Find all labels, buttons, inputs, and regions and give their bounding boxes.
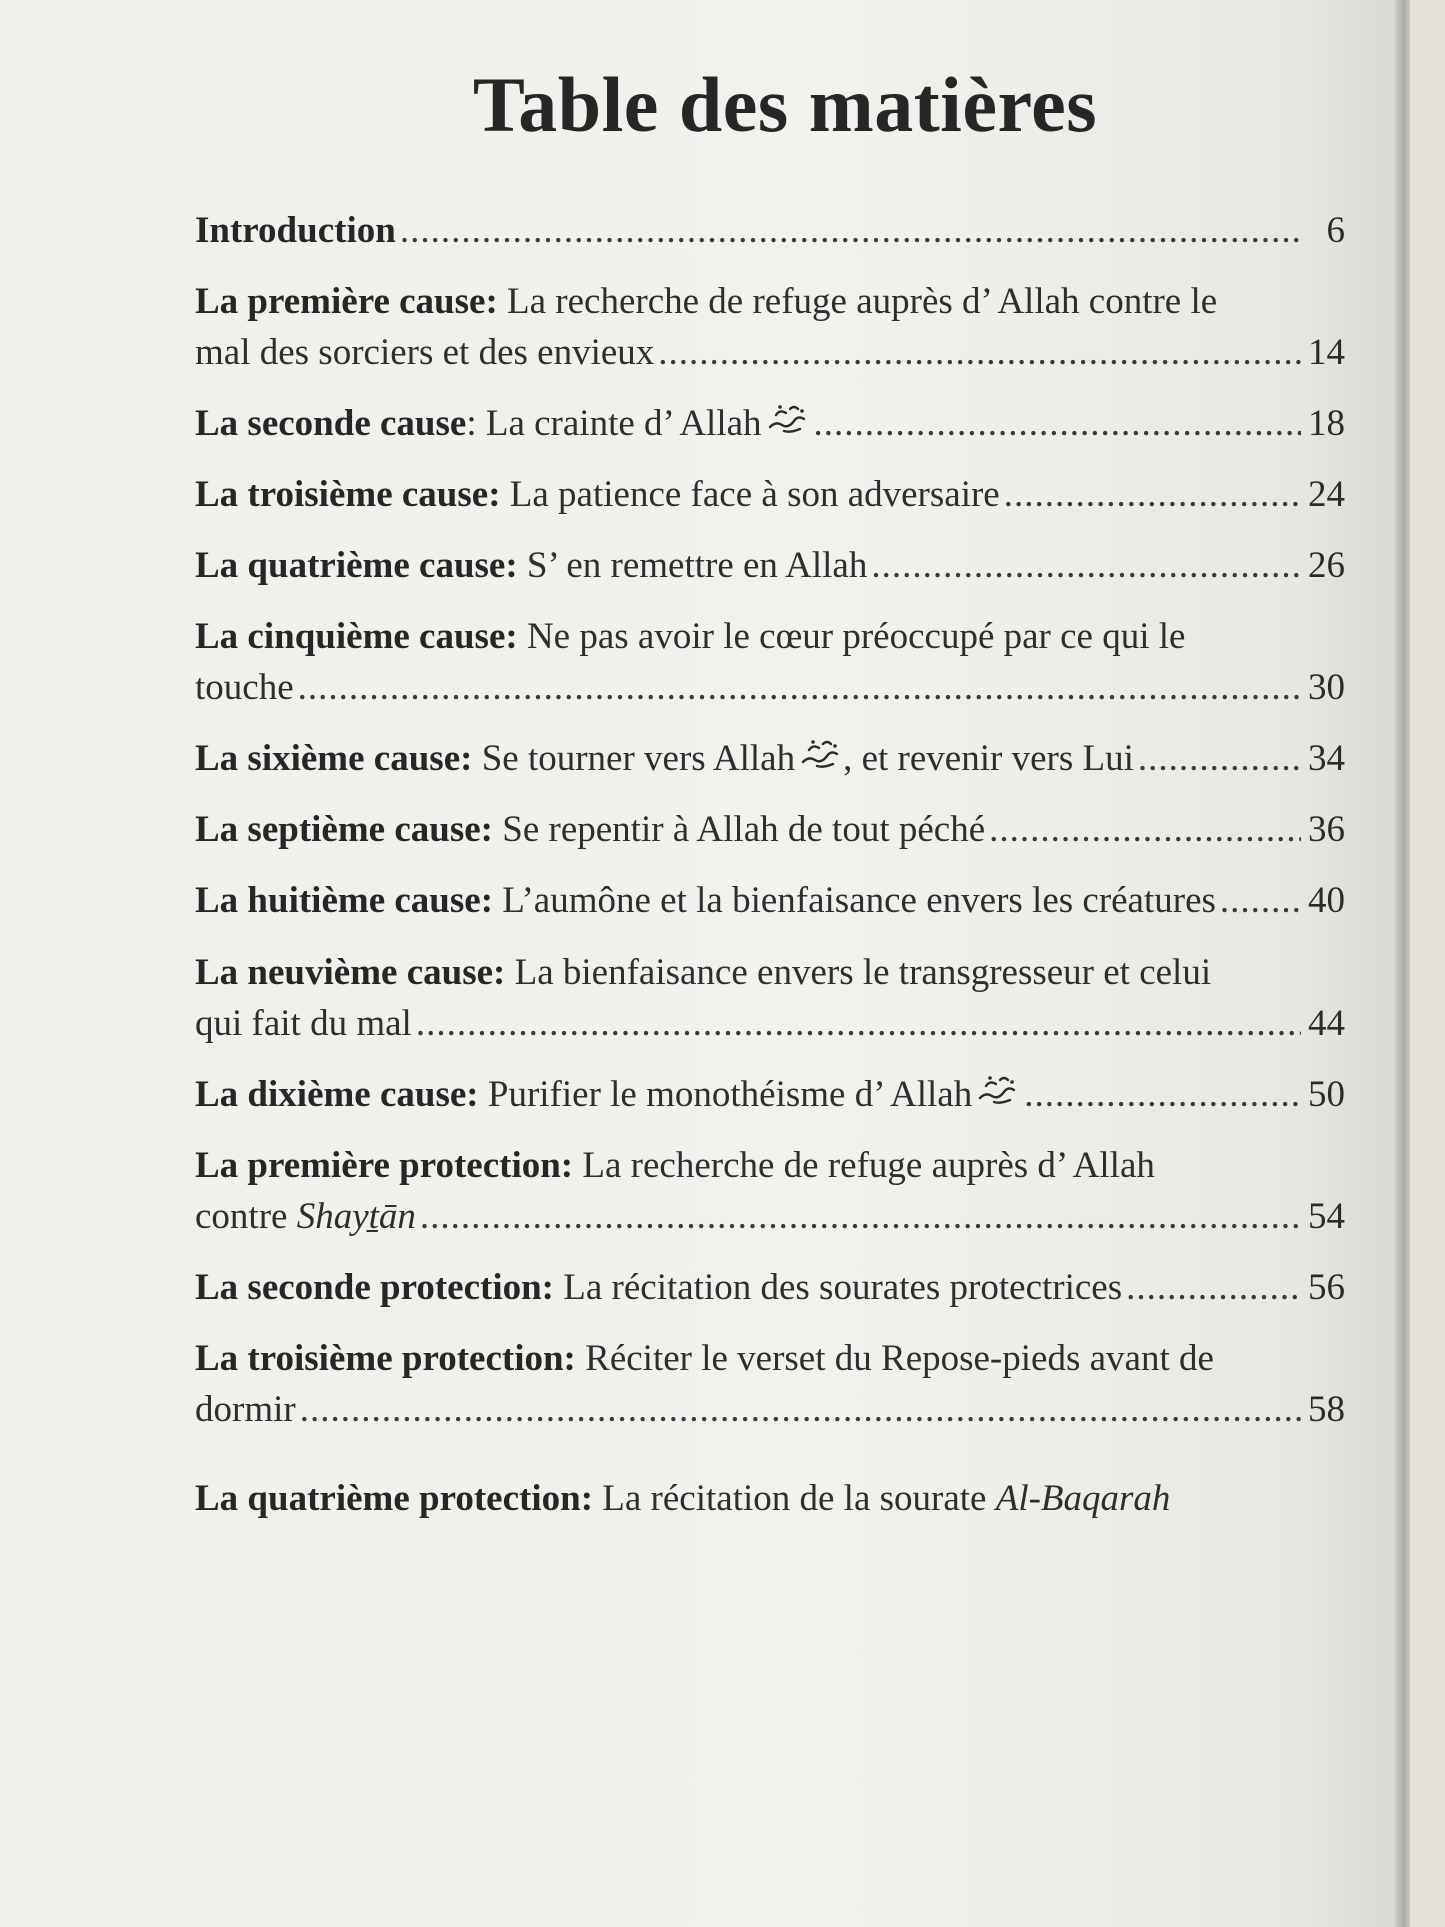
toc-entry-label: La cinquième cause: — [195, 616, 518, 658]
toc-page-number: 30 — [1308, 667, 1345, 709]
dot-leader — [1024, 1069, 1301, 1120]
toc-entry-text-continued: touche — [195, 667, 294, 709]
toc-entry-seconde-protection — [195, 1262, 1345, 1313]
toc-entry-text: Réciter le verset du Repose-pieds avant de — [585, 1337, 1214, 1379]
toc-entry-quatrieme-cause — [195, 540, 1345, 591]
toc-entry-label: La dixième cause: — [195, 1073, 479, 1115]
toc-entry-text: L’aumône et la bienfaisance envers les créatures — [502, 880, 1216, 922]
toc-entry-text: : La crainte d’ Allah — [466, 403, 762, 445]
toc-page-number: 54 — [1308, 1195, 1345, 1237]
adjacent-page-edge — [1410, 0, 1445, 1927]
toc-entry-quatrieme-protection — [195, 1473, 1345, 1524]
dot-leader — [400, 205, 1301, 256]
toc-page-number: 24 — [1308, 474, 1345, 516]
toc-entry-text: La recherche de refuge auprès d’ Allah — [582, 1144, 1155, 1186]
toc-page-number: 18 — [1308, 403, 1345, 445]
dot-leader — [300, 1384, 1301, 1435]
toc-entry-text: La bienfaisance envers le transgresseur et celui — [514, 951, 1212, 993]
toc-entry-label: La première cause: — [195, 281, 498, 323]
toc-entry-text: Ne pas avoir le cœur préoccupé par ce qui le — [526, 616, 1186, 658]
toc-entry-text: Se tourner vers Allah — [481, 738, 796, 780]
dot-leader — [1138, 733, 1301, 784]
dot-leader — [1004, 469, 1301, 520]
toc-entry-septieme-cause — [195, 804, 1345, 855]
dot-leader — [871, 540, 1301, 591]
toc-page-number: 6 — [1326, 210, 1345, 251]
toc-entry-text: La recherche de refuge auprès d’ Allah contre le — [507, 281, 1218, 323]
toc-page-number: 26 — [1308, 545, 1345, 587]
toc-entry-cinquieme-cause — [195, 611, 1345, 713]
toc-entry-premiere-protection — [195, 1140, 1345, 1242]
dot-leader — [416, 998, 1301, 1049]
dot-leader — [814, 398, 1301, 449]
toc-entry-label: La neuvième cause: — [195, 951, 506, 993]
dot-leader — [1126, 1262, 1301, 1313]
page-title: Table des matières — [472, 61, 1098, 149]
toc-entry-label: Introduction — [195, 210, 396, 251]
toc-entry-label: La septième cause: — [195, 809, 493, 851]
toc-page-number: 50 — [1308, 1073, 1345, 1115]
toc-entry-label: La troisième cause: — [195, 474, 501, 516]
toc-entry-premiere-cause — [195, 276, 1345, 378]
toc-page-number: 40 — [1308, 880, 1345, 922]
toc-entry-text-italic: Shayṯān — [296, 1195, 416, 1237]
honorific-icon — [766, 401, 810, 435]
toc-entry-text: S’ en remettre en Allah — [526, 545, 868, 587]
toc-entry-label: La quatrième cause: — [195, 545, 518, 587]
toc-entry-text-after-icon: , et revenir vers Lui — [843, 738, 1134, 780]
toc-entry-text: La récitation de la sourate — [602, 1477, 987, 1519]
toc-entry-label: La quatrième protection: — [195, 1477, 594, 1519]
toc-entry-text: Se repentir à Allah de tout péché — [502, 809, 986, 851]
toc-entry-introduction — [195, 205, 1345, 256]
dot-leader — [420, 1191, 1301, 1242]
toc-entry-dixieme-cause — [195, 1069, 1345, 1120]
toc-entry-label: La première protection: — [195, 1144, 574, 1186]
toc-entry-text-italic: Al-Baqarah — [995, 1477, 1171, 1519]
toc-page-number: 14 — [1308, 332, 1345, 374]
dot-leader — [989, 804, 1301, 855]
toc-page-number: 44 — [1308, 1002, 1345, 1044]
toc-entry-huitieme-cause — [195, 875, 1345, 926]
toc-entry-text-continued: contre — [195, 1195, 288, 1237]
table-of-contents — [195, 205, 1345, 1544]
toc-entry-troisieme-cause — [195, 469, 1345, 520]
toc-page-number: 36 — [1308, 809, 1345, 851]
honorific-icon — [799, 736, 843, 770]
dot-leader — [658, 327, 1301, 378]
toc-entry-text-continued: dormir — [195, 1388, 296, 1430]
toc-entry-text: Purifier le monothéisme d’ Allah — [487, 1073, 973, 1115]
toc-entry-text-continued: qui fait du mal — [195, 1002, 412, 1044]
toc-entry-label: La troisième protection: — [195, 1337, 576, 1379]
honorific-icon — [976, 1072, 1020, 1106]
toc-entry-text: La patience face à son adversaire — [509, 474, 1000, 516]
toc-entry-text: La récitation des sourates protectrices — [563, 1266, 1123, 1308]
toc-entry-label: La huitième cause: — [195, 880, 494, 922]
toc-page-number: 34 — [1308, 738, 1345, 780]
toc-entry-label: La seconde protection: — [195, 1266, 554, 1308]
toc-page-number: 56 — [1308, 1266, 1345, 1308]
toc-entry-label: La sixième cause: — [195, 738, 473, 780]
toc-entry-text-continued: mal des sorciers et des envieux — [195, 332, 655, 374]
toc-entry-neuvieme-cause — [195, 947, 1345, 1049]
toc-entry-seconde-cause — [195, 398, 1345, 449]
toc-entry-label: La seconde cause — [195, 403, 467, 445]
toc-entry-sixieme-cause — [195, 733, 1345, 784]
dot-leader — [1220, 875, 1301, 926]
toc-page-number: 58 — [1308, 1388, 1345, 1430]
dot-leader — [298, 662, 1301, 713]
toc-entry-troisieme-protection — [195, 1333, 1345, 1435]
